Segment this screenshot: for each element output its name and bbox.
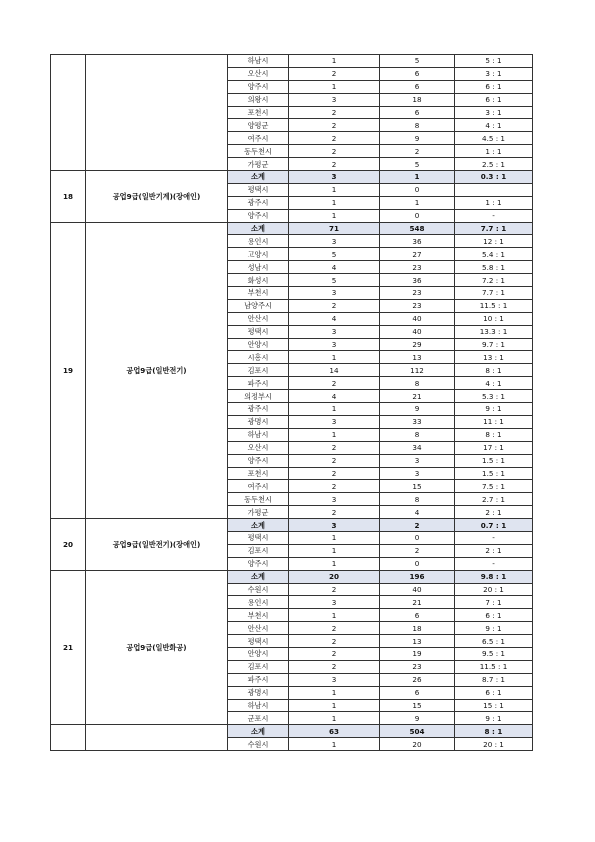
- openings-cell: 1: [289, 428, 380, 441]
- openings-cell: 2: [289, 467, 380, 480]
- ratio-cell: 3 : 1: [455, 67, 533, 80]
- openings-cell: 1: [289, 531, 380, 544]
- openings-cell: 3: [289, 287, 380, 300]
- subtotal-row: [51, 570, 533, 583]
- openings-cell: 2: [289, 377, 380, 390]
- region-cell: 광주시: [228, 403, 289, 416]
- openings-cell: 2: [289, 635, 380, 648]
- ratio-cell: 2.7 : 1: [455, 493, 533, 506]
- applicants-cell: 8: [380, 119, 455, 132]
- region-cell: 평택시: [228, 325, 289, 338]
- region-cell: 수원시: [228, 583, 289, 596]
- applicants-cell: 23: [380, 261, 455, 274]
- ratio-cell: 10 : 1: [455, 312, 533, 325]
- applicants-cell: 40: [380, 312, 455, 325]
- region-cell: 김포시: [228, 364, 289, 377]
- region-cell: 안산시: [228, 312, 289, 325]
- openings-cell: 1: [289, 403, 380, 416]
- subtotal-row: [51, 725, 533, 738]
- region-cell: 고양시: [228, 248, 289, 261]
- region-cell: 안양시: [228, 338, 289, 351]
- ratio-cell: 7.5 : 1: [455, 480, 533, 493]
- applicants-cell: 34: [380, 441, 455, 454]
- openings-cell: 2: [289, 454, 380, 467]
- applicants-cell: 0: [380, 531, 455, 544]
- ratio-cell: 6.5 : 1: [455, 635, 533, 648]
- applicants-cell: 6: [380, 80, 455, 93]
- table-row: [51, 55, 533, 68]
- openings-cell: 5: [289, 248, 380, 261]
- ratio-cell: 15 : 1: [455, 699, 533, 712]
- subtotal-openings-cell: 3: [289, 519, 380, 532]
- ratio-cell: 3 : 1: [455, 106, 533, 119]
- region-cell: 안양시: [228, 647, 289, 660]
- region-cell: 하남시: [228, 428, 289, 441]
- region-cell: 용인시: [228, 235, 289, 248]
- openings-cell: 2: [289, 506, 380, 519]
- openings-cell: 2: [289, 119, 380, 132]
- subtotal-region-cell: 소계: [228, 171, 289, 184]
- openings-cell: 2: [289, 299, 380, 312]
- region-cell: 여주시: [228, 132, 289, 145]
- openings-cell: 3: [289, 673, 380, 686]
- subtotal-applicants-cell: 504: [380, 725, 455, 738]
- openings-cell: 2: [289, 158, 380, 171]
- ratio-cell: 12 : 1: [455, 235, 533, 248]
- applicants-cell: 8: [380, 428, 455, 441]
- region-cell: 양평군: [228, 119, 289, 132]
- ratio-cell: 11 : 1: [455, 415, 533, 428]
- ratio-cell: 1.5 : 1: [455, 467, 533, 480]
- ratio-cell: -: [455, 557, 533, 570]
- position-name: [86, 55, 228, 171]
- openings-cell: 1: [289, 738, 380, 751]
- applicants-cell: 19: [380, 647, 455, 660]
- region-cell: 파주시: [228, 377, 289, 390]
- region-cell: 오산시: [228, 441, 289, 454]
- region-cell: 화성시: [228, 274, 289, 287]
- applicants-cell: 6: [380, 609, 455, 622]
- applicants-cell: 13: [380, 635, 455, 648]
- ratio-cell: 1.5 : 1: [455, 454, 533, 467]
- subtotal-ratio-cell: 9.8 : 1: [455, 570, 533, 583]
- applicants-cell: 40: [380, 325, 455, 338]
- openings-cell: 3: [289, 235, 380, 248]
- openings-cell: 2: [289, 660, 380, 673]
- openings-cell: 2: [289, 132, 380, 145]
- ratio-cell: 1 : 1: [455, 196, 533, 209]
- position-name: 공업9급(일반기계)(장애인): [86, 171, 228, 223]
- region-cell: 오산시: [228, 67, 289, 80]
- ratio-cell: 13 : 1: [455, 351, 533, 364]
- applicants-cell: 5: [380, 55, 455, 68]
- recruitment-competition-table: [50, 54, 533, 751]
- applicants-cell: 33: [380, 415, 455, 428]
- applicants-cell: 3: [380, 467, 455, 480]
- subtotal-applicants-cell: 2: [380, 519, 455, 532]
- openings-cell: 1: [289, 209, 380, 222]
- ratio-cell: 6 : 1: [455, 93, 533, 106]
- region-cell: 시흥시: [228, 351, 289, 364]
- group-number: [51, 725, 86, 751]
- subtotal-applicants-cell: 548: [380, 222, 455, 235]
- ratio-cell: 4.5 : 1: [455, 132, 533, 145]
- ratio-cell: 8.7 : 1: [455, 673, 533, 686]
- openings-cell: 2: [289, 480, 380, 493]
- ratio-cell: 4 : 1: [455, 377, 533, 390]
- ratio-cell: 6 : 1: [455, 80, 533, 93]
- applicants-cell: 0: [380, 183, 455, 196]
- region-cell: 양주시: [228, 454, 289, 467]
- applicants-cell: 1: [380, 196, 455, 209]
- subtotal-row: [51, 222, 533, 235]
- ratio-cell: -: [455, 209, 533, 222]
- ratio-cell: 17 : 1: [455, 441, 533, 454]
- region-cell: 남양주시: [228, 299, 289, 312]
- subtotal-ratio-cell: 0.3 : 1: [455, 171, 533, 184]
- region-cell: 의왕시: [228, 93, 289, 106]
- applicants-cell: 23: [380, 287, 455, 300]
- openings-cell: 2: [289, 67, 380, 80]
- group-number: 19: [51, 222, 86, 518]
- applicants-cell: 8: [380, 493, 455, 506]
- applicants-cell: 3: [380, 454, 455, 467]
- ratio-cell: 5.8 : 1: [455, 261, 533, 274]
- openings-cell: 1: [289, 80, 380, 93]
- region-cell: 평택시: [228, 531, 289, 544]
- region-cell: 안산시: [228, 622, 289, 635]
- region-cell: 광주시: [228, 196, 289, 209]
- openings-cell: 3: [289, 338, 380, 351]
- openings-cell: 2: [289, 145, 380, 158]
- region-cell: 성남시: [228, 261, 289, 274]
- ratio-cell: 11.5 : 1: [455, 660, 533, 673]
- region-cell: 포천시: [228, 106, 289, 119]
- applicants-cell: 2: [380, 544, 455, 557]
- subtotal-region-cell: 소계: [228, 725, 289, 738]
- subtotal-ratio-cell: 0.7 : 1: [455, 519, 533, 532]
- applicants-cell: 112: [380, 364, 455, 377]
- ratio-cell: 1 : 1: [455, 145, 533, 158]
- region-cell: 광명시: [228, 415, 289, 428]
- ratio-cell: 9 : 1: [455, 403, 533, 416]
- applicants-cell: 36: [380, 274, 455, 287]
- ratio-cell: 6 : 1: [455, 609, 533, 622]
- region-cell: 의정부시: [228, 390, 289, 403]
- region-cell: 하남시: [228, 699, 289, 712]
- applicants-cell: 9: [380, 403, 455, 416]
- region-cell: 평택시: [228, 183, 289, 196]
- applicants-cell: 15: [380, 699, 455, 712]
- group-number: [51, 55, 86, 171]
- applicants-cell: 29: [380, 338, 455, 351]
- applicants-cell: 9: [380, 132, 455, 145]
- region-cell: 수원시: [228, 738, 289, 751]
- openings-cell: 4: [289, 261, 380, 274]
- applicants-cell: 0: [380, 557, 455, 570]
- region-cell: 가평군: [228, 158, 289, 171]
- ratio-cell: 2 : 1: [455, 544, 533, 557]
- ratio-cell: 4 : 1: [455, 119, 533, 132]
- subtotal-region-cell: 소계: [228, 222, 289, 235]
- region-cell: 동두천시: [228, 493, 289, 506]
- applicants-cell: 6: [380, 686, 455, 699]
- region-cell: 김포시: [228, 660, 289, 673]
- applicants-cell: 40: [380, 583, 455, 596]
- subtotal-openings-cell: 3: [289, 171, 380, 184]
- applicants-cell: 18: [380, 622, 455, 635]
- subtotal-row: [51, 171, 533, 184]
- ratio-cell: 2 : 1: [455, 506, 533, 519]
- ratio-cell: 2.5 : 1: [455, 158, 533, 171]
- openings-cell: 1: [289, 712, 380, 725]
- applicants-cell: 36: [380, 235, 455, 248]
- openings-cell: 3: [289, 93, 380, 106]
- region-cell: 가평군: [228, 506, 289, 519]
- position-name: 공업9급(일반화공): [86, 570, 228, 725]
- region-cell: 평택시: [228, 635, 289, 648]
- ratio-cell: 6 : 1: [455, 686, 533, 699]
- openings-cell: 1: [289, 351, 380, 364]
- ratio-cell: 9 : 1: [455, 622, 533, 635]
- applicants-cell: 5: [380, 158, 455, 171]
- openings-cell: 1: [289, 557, 380, 570]
- ratio-cell: 20 : 1: [455, 738, 533, 751]
- openings-cell: 3: [289, 415, 380, 428]
- applicants-cell: 23: [380, 299, 455, 312]
- openings-cell: 1: [289, 686, 380, 699]
- applicants-cell: 6: [380, 106, 455, 119]
- openings-cell: 2: [289, 622, 380, 635]
- openings-cell: 3: [289, 325, 380, 338]
- position-name: 공업9급(일반전기)(장애인): [86, 519, 228, 571]
- subtotal-row: [51, 519, 533, 532]
- applicants-cell: 0: [380, 209, 455, 222]
- subtotal-ratio-cell: 8 : 1: [455, 725, 533, 738]
- subtotal-openings-cell: 63: [289, 725, 380, 738]
- subtotal-applicants-cell: 1: [380, 171, 455, 184]
- applicants-cell: 2: [380, 145, 455, 158]
- ratio-cell: 5.4 : 1: [455, 248, 533, 261]
- ratio-cell: 7 : 1: [455, 596, 533, 609]
- ratio-cell: 8 : 1: [455, 364, 533, 377]
- subtotal-region-cell: 소계: [228, 519, 289, 532]
- openings-cell: 1: [289, 609, 380, 622]
- applicants-cell: 15: [380, 480, 455, 493]
- openings-cell: 1: [289, 699, 380, 712]
- applicants-cell: 20: [380, 738, 455, 751]
- openings-cell: 2: [289, 647, 380, 660]
- openings-cell: 1: [289, 196, 380, 209]
- openings-cell: 5: [289, 274, 380, 287]
- ratio-cell: 9.7 : 1: [455, 338, 533, 351]
- applicants-cell: 6: [380, 67, 455, 80]
- region-cell: 파주시: [228, 673, 289, 686]
- subtotal-applicants-cell: 196: [380, 570, 455, 583]
- ratio-cell: 7.2 : 1: [455, 274, 533, 287]
- applicants-cell: 26: [380, 673, 455, 686]
- position-name: 공업9급(일반전기): [86, 222, 228, 518]
- openings-cell: 3: [289, 596, 380, 609]
- group-number: 20: [51, 519, 86, 571]
- ratio-cell: 9 : 1: [455, 712, 533, 725]
- applicants-cell: 21: [380, 390, 455, 403]
- ratio-cell: 5.3 : 1: [455, 390, 533, 403]
- applicants-cell: 9: [380, 712, 455, 725]
- table-body: [51, 55, 533, 751]
- openings-cell: 1: [289, 544, 380, 557]
- applicants-cell: 4: [380, 506, 455, 519]
- ratio-cell: 5 : 1: [455, 55, 533, 68]
- region-cell: 부천시: [228, 609, 289, 622]
- group-number: 21: [51, 570, 86, 725]
- region-cell: 여주시: [228, 480, 289, 493]
- region-cell: 광명시: [228, 686, 289, 699]
- region-cell: 하남시: [228, 55, 289, 68]
- subtotal-ratio-cell: 7.7 : 1: [455, 222, 533, 235]
- ratio-cell: 11.5 : 1: [455, 299, 533, 312]
- ratio-cell: -: [455, 531, 533, 544]
- openings-cell: 4: [289, 312, 380, 325]
- region-cell: 양주시: [228, 209, 289, 222]
- ratio-cell: 7.7 : 1: [455, 287, 533, 300]
- subtotal-openings-cell: 71: [289, 222, 380, 235]
- applicants-cell: 27: [380, 248, 455, 261]
- region-cell: 포천시: [228, 467, 289, 480]
- ratio-cell: 9.5 : 1: [455, 647, 533, 660]
- ratio-cell: 20 : 1: [455, 583, 533, 596]
- openings-cell: 2: [289, 106, 380, 119]
- openings-cell: 3: [289, 493, 380, 506]
- position-name: [86, 725, 228, 751]
- applicants-cell: 21: [380, 596, 455, 609]
- region-cell: 양주시: [228, 80, 289, 93]
- subtotal-region-cell: 소계: [228, 570, 289, 583]
- openings-cell: 1: [289, 183, 380, 196]
- applicants-cell: 8: [380, 377, 455, 390]
- region-cell: 동두천시: [228, 145, 289, 158]
- ratio-cell: 8 : 1: [455, 428, 533, 441]
- applicants-cell: 13: [380, 351, 455, 364]
- region-cell: 용인시: [228, 596, 289, 609]
- openings-cell: 2: [289, 583, 380, 596]
- applicants-cell: 23: [380, 660, 455, 673]
- ratio-cell: 13.3 : 1: [455, 325, 533, 338]
- openings-cell: 1: [289, 55, 380, 68]
- openings-cell: 14: [289, 364, 380, 377]
- region-cell: 김포시: [228, 544, 289, 557]
- openings-cell: 2: [289, 441, 380, 454]
- region-cell: 양주시: [228, 557, 289, 570]
- ratio-cell: [455, 183, 533, 196]
- subtotal-openings-cell: 20: [289, 570, 380, 583]
- openings-cell: 4: [289, 390, 380, 403]
- applicants-cell: 18: [380, 93, 455, 106]
- region-cell: 부천시: [228, 287, 289, 300]
- group-number: 18: [51, 171, 86, 223]
- region-cell: 군포시: [228, 712, 289, 725]
